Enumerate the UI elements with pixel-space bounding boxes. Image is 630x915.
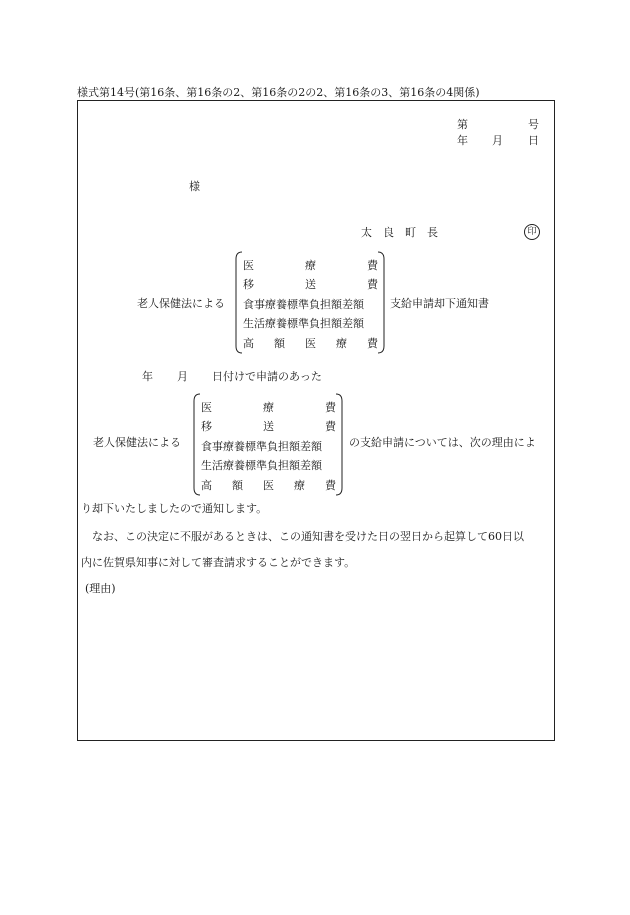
list-item: 生活療養標準負担額差額 [201,459,322,473]
list-item: 食事療養標準負担額差額 [201,439,322,453]
body-line-2: なお、この決定に不服があるときは、この通知書を受けた日の翌日から起算して60日以 [81,530,524,543]
date-year: 年 [457,134,468,147]
number-prefix: 第 [457,118,468,131]
issuer-title: 太 良 町 長 [361,226,438,239]
list-item: 移 送 費 [243,278,378,292]
addressee-honorific: 様 [189,180,200,193]
list-item: 医 療 費 [201,401,336,414]
date-line-year: 年 [142,370,153,383]
date-line-text: 日付けで申請のあった [212,370,322,383]
list-item: 高 額 医 療 費 [243,336,378,350]
date-line-month: 月 [177,370,188,383]
section1-right-bracket [377,251,385,354]
section1-suffix: 支給申請却下通知書 [390,297,489,310]
section1-item-list [243,256,378,353]
section2-item-list [201,398,336,495]
seal-stamp: 印 [524,224,540,240]
list-item: 生活療養標準負担額差額 [243,317,364,331]
section2-right-bracket [335,393,343,496]
section1-prefix: 老人保健法による [137,297,225,310]
section1-left-bracket [235,251,243,354]
body-line-3: 内に佐賀県知事に対して審査請求することができます。 [81,556,356,569]
body-line-1: り却下いたしましたので通知します。 [81,502,268,515]
reason-label: (理由) [85,582,116,595]
list-item: 医 療 費 [243,259,378,272]
list-item: 高 額 医 療 費 [201,478,336,492]
form-number-header: 様式第14号(第16条、第16条の2、第16条の2の2、第16条の3、第16条の4関係) [77,86,480,99]
date-month: 月 [492,134,503,147]
list-item: 食事療養標準負担額差額 [243,297,364,311]
list-item: 移 送 費 [201,420,336,434]
date-day: 日 [528,134,539,147]
section2-suffix: の支給申請については、次の理由によ [349,436,536,449]
section2-prefix: 老人保健法による [93,436,181,449]
number-suffix: 号 [528,118,539,131]
section2-left-bracket [193,393,201,496]
